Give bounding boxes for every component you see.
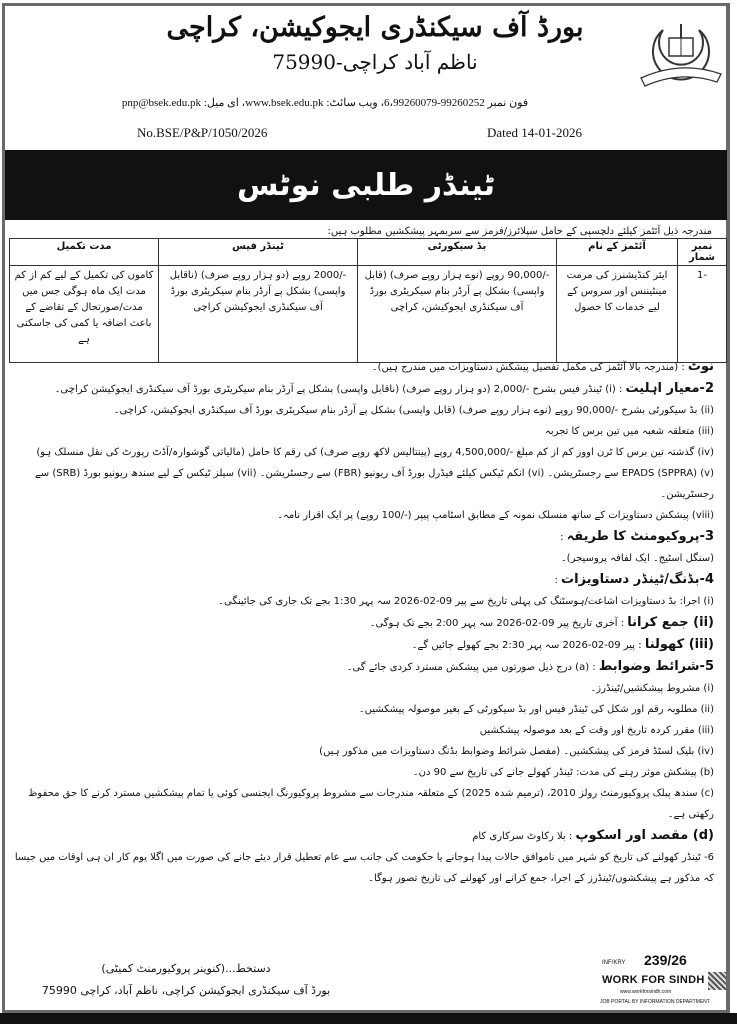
list-item: (ii) بڈ سیکورٹی بشرح -/90,000 روپے (نوے ہزار روپے صرف) (قابل واپسی) بشکل پے آرڈر بنام سیکریٹری بورڈ آف سیکنڈری ایجوکیشن، کراچی۔ (113, 405, 714, 416)
col-bid-security: بڈ سیکورٹی (358, 239, 557, 266)
work-for-sindh-badge (600, 952, 728, 1016)
note-line: نوٹ : (مندرجہ بالا آئٹمز کی مکمل تفصیل پیشکش دستاویزات میں مندرج ہیں)۔ (371, 359, 714, 374)
bsek-crest-icon (633, 16, 728, 96)
list-item: (iv) بلیک لسٹڈ فرمز کی پیشکشیں۔ (مفصل شرائط وضوابط بڈنگ دستاویزات میں مذکور ہیں) (319, 746, 714, 757)
eligibility-line: 2-معیار اہلیت : (i) ٹینڈر فیس بشرح -/2,000 (دو ہزار روپے صرف) (ناقابل واپسی) بشکل پے آرڈر بنام سیکریٹری بورڈ آف سیکنڈری ایجوکیشن کراچی۔ (54, 381, 714, 396)
signature-address: بورڈ آف سیکنڈری ایجوکیشن کراچی، ناظم آباد، کراچی 75990 (41, 984, 331, 997)
scope-line: (d) مقصد اور اسکوپ : بلا رکاوٹ سرکاری کام (472, 828, 714, 843)
col-item: آئٹمز کے نام (557, 239, 678, 266)
terms-heading: 5-شرائط وضوابط : (a) درج ذیل صورتوں میں پیشکش مسترد کردی جائے گی۔ (346, 659, 714, 674)
table-row (10, 266, 727, 363)
submission-line: (ii) جمع کرانا : آخری تاریخ پیر 09-02-2026 سہ پہر 2:00 بجے تک ہوگی۔ (369, 615, 714, 630)
list-item: (b) پیشکش موثر رہنے کی مدت: ٹینڈر کھولے جانے کی تاریخ سے 90 دن۔ (412, 767, 714, 778)
cell-item: ایئر کنڈیشنرز کی مرمت مینٹیننس اور سروس کے لیے خدمات کا حصول (557, 266, 678, 363)
inf-label: INF/KRY (602, 960, 626, 966)
contact-line: فون نمبر 99260252-6،99260079، ویب سائٹ: www.bsek.edu.pk، ای میل: pnp@bsek.edu.pk (121, 97, 529, 109)
notice-title: ٹینڈر طلبی نوٹس (236, 167, 496, 203)
cell-tender-fee: -/2000 روپے (دو ہزار روپے صرف) (ناقابل واپسی) بشکل پے آرڈر بنام سیکریٹری بورڈ آف سیکنڈری ایجوکیشن کراچی (159, 266, 358, 363)
list-item: (ii) مطلوبہ رقم اور شکل کی ٹینڈر فیس اور بڈ سیکورٹی کے بغیر موصولہ پیشکشیں۔ (358, 704, 714, 715)
col-completion: مدت تکمیل (10, 239, 159, 266)
org-address: ناظم آباد کراچی-75990 (272, 50, 478, 74)
org-name: بورڈ آف سیکنڈری ایجوکیشن، کراچی (166, 12, 584, 43)
brand-name: WORK FOR SINDH (602, 974, 705, 986)
cell-completion: کاموں کی تکمیل کے لیے کم از کم مدت ایک ماہ ہوگی جس میں مدت/صورتحال کے تقاضے کے باعث اضافہ یا کمی کی جاسکتی ہے (10, 266, 159, 363)
cell-sr: -1 (678, 266, 727, 363)
list-item: (iii) مقرر کردہ تاریخ اور وقت کے بعد موصولہ پیشکشیں (479, 725, 714, 736)
notice-frame (2, 3, 730, 1013)
list-item: (i) مشروط پیشکشیں/ٹینڈرز۔ (590, 683, 714, 694)
col-sr: نمبر شمار (678, 239, 727, 266)
reference-number: No.BSE/P&P/1050/2026 (137, 125, 268, 140)
col-tender-fee: ٹینڈر فیس (159, 239, 358, 266)
list-item: (viii) پیشکش دستاویزات کے ساتھ منسلک نمونہ کے مطابق اسٹامپ پیپر (-/100 روپے) پر ایک اقرار نامہ۔ (277, 510, 714, 521)
notice-title-banner (5, 150, 727, 220)
bidding-documents-heading: 4-بڈنگ/ٹینڈر دستاویزات : (554, 572, 714, 587)
notice-date: Dated 14-01-2026 (487, 125, 582, 140)
list-item: (iii) متعلقہ شعبہ میں تین برس کا تجربہ (544, 426, 714, 437)
tender-table (9, 238, 727, 363)
list-item: (v) EPADS (SPPRA) سے رجسٹریشن۔ (vi) انکم ٹیکس کیلئے فیڈرل بورڈ آف ریونیو (FBR) سے رجسٹریشن۔ (vii) سیلز ٹیکس کے لیے سندھ ریونیو بورڈ (SRB) سے رجسٹریشن۔ (34, 468, 714, 500)
signature-block (41, 958, 331, 1002)
opening-line: (iii) کھولنا : پیر 09-02-2026 سہ پہر 2:30 بجے کھولے جائیں گے۔ (411, 637, 714, 652)
intro-text: مندرجہ ذیل آئٹمز کیلئے دلچسپی کے حامل سپلائرز/فرمز سے سربمہر پیشکشیں مطلوب ہیں: (327, 226, 712, 237)
bottom-border-bar (0, 1013, 737, 1024)
brand-tagline: JOB PORTAL BY INFORMATION DEPARTMENT (600, 999, 710, 1005)
procurement-method-heading: 3-پروکیومنٹ کا طریقہ : (560, 529, 714, 544)
list-item: (c) سندھ پبلک پروکیورمنٹ رولز 2010، (ترمیم شدہ 2025) کے متعلقہ مندرجات سے مشروط پروکیورنگ ایجنسی کوئی یا تمام پیشکشیں مسترد کرنے کا حق محفوظ رکھتی ہے۔ (28, 788, 714, 820)
notice-body (14, 356, 714, 889)
cell-bid-security: -/90,000 روپے (نوے ہزار روپے صرف) (قابل واپسی) بشکل پے آرڈر بنام سیکریٹری بورڈ آف سیکنڈری ایجوکیشن، کراچی (358, 266, 557, 363)
list-item: (iv) گذشتہ تین برس کا ٹرن اوور کم از کم مبلغ -/4,500,000 روپے (پینتالیس لاکھ روپے صرف) کی رقم کا حامل (مالیاتی گوشوارہ/آڈٹ رپورٹ کی نقل منسلک ہو) (36, 447, 714, 458)
signature-title: دستخط...(کنوینر پروکیورمنٹ کمیٹی) (101, 962, 271, 975)
inf-number: 239/26 (644, 952, 687, 968)
list-item: (سنگل اسٹیج۔ ایک لفافہ پروسیجر)۔ (560, 553, 714, 564)
clause-6: 6- ٹینڈر کھولنے کی تاریخ کو شہر میں ناموافق حالات پیدا ہوجانے یا حکومت کی جانب سے عام تعطیل قرار دیئے جانے کی صورت میں اگلا یوم کار ان ہی اوقات میں جیسا کہ مذکور ہے پیشکشوں/ٹینڈرز کے اجرا، جمع کرانے اور کھولنے کی تاریخ تصور ہوگا۔ (14, 852, 714, 884)
table-header-row (10, 239, 727, 266)
brand-url: www.workforsindh.com (620, 989, 672, 995)
qr-code-icon (708, 972, 726, 990)
list-item: (i) اجرا: بڈ دستاویزات اشاعت/ہوسٹنگ کی پہلی تاریخ سے پیر 09-02-2026 سہ پہر 1:30 بجے تک جاری کی جائینگی۔ (218, 596, 714, 607)
